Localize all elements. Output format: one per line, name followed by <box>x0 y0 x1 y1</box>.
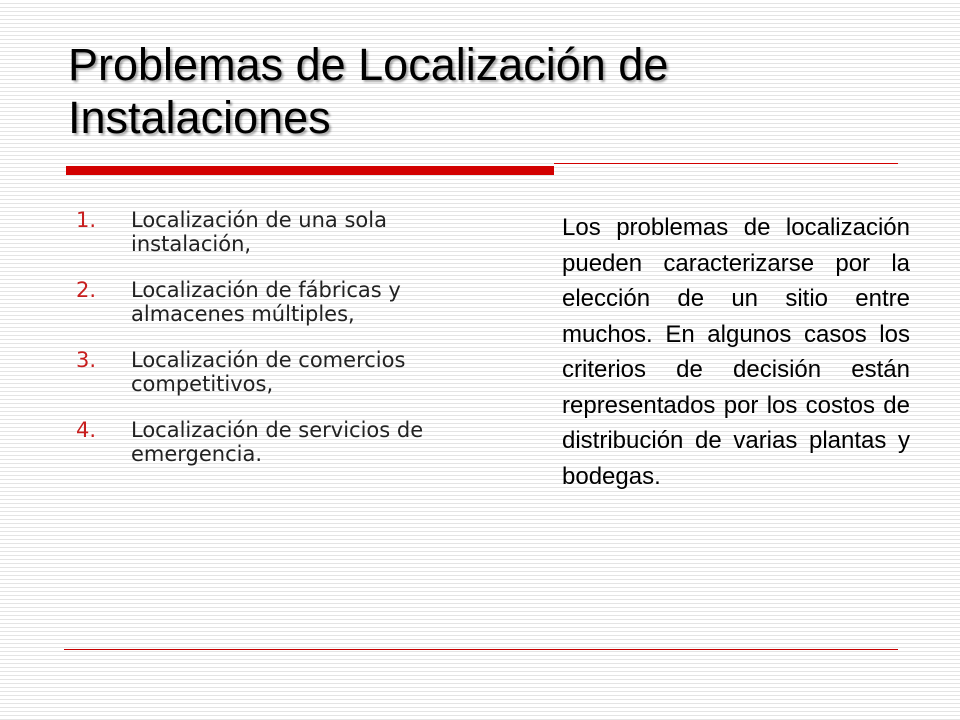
list-item-number: 1. <box>76 208 97 232</box>
problem-types-list <box>76 208 496 488</box>
list-item <box>76 348 496 396</box>
list-item-number: 4. <box>76 418 97 442</box>
list-item-text: Localización de comercios competitivos, <box>131 348 406 396</box>
list-item <box>76 278 496 326</box>
list-item-number: 2. <box>76 278 97 302</box>
footer-divider <box>64 649 898 650</box>
list-item-text: Localización de una sola instalación, <box>131 208 387 256</box>
title-underline-thin <box>554 163 898 164</box>
list-item-number: 3. <box>76 348 97 372</box>
title-underline-thick <box>66 166 554 175</box>
list-item-text: Localización de fábricas y almacenes múltiples, <box>131 278 401 326</box>
list-item <box>76 208 496 256</box>
list-item-text: Localización de servicios de emergencia. <box>131 418 424 466</box>
list-item <box>76 418 496 466</box>
slide-title: Problemas de Localización de Instalaciones <box>68 39 669 143</box>
description-paragraph: Los problemas de localización pueden caracterizarse por la elección de un sitio entre muchos. En algunos casos los criterios de decisión están representados por los costos de distribución de varias plantas y bodegas. <box>562 214 910 490</box>
